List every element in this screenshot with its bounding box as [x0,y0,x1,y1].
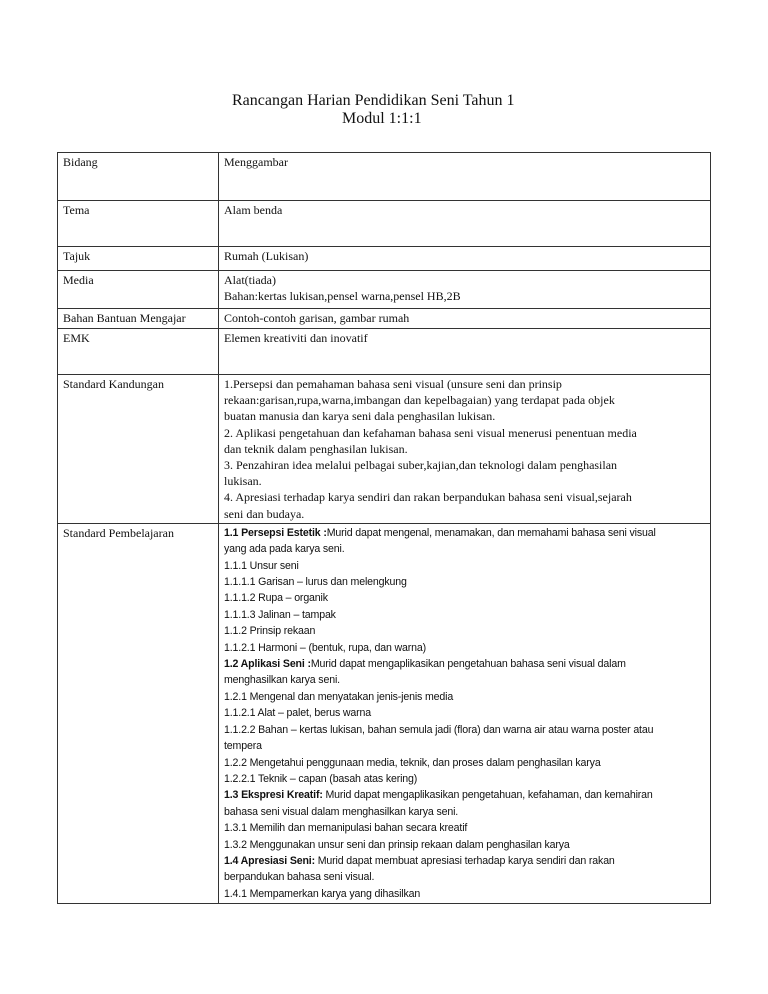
sp-line: bahasa seni visual dalam menghasilkan karya seni. [224,805,459,818]
sp-line: 1.2.2 Mengetahui penggunaan media, teknik, dan proses dalam penghasilan karya [224,756,601,769]
sp-line: berpandukan bahasa seni visual. [224,871,375,884]
sp-line: 1.1.1.3 Jalinan – tampak [224,608,336,621]
sp-line: 1.2.2.1 Teknik – capan (basah atas kering) [224,772,418,785]
value-standard-kandungan [219,375,711,524]
sp-line: 1.2.1 Mengenal dan menyatakan jenis-jenis media [224,690,454,703]
lesson-plan-table [57,152,711,904]
sp-heading-text: Murid dapat mengenal, menamakan, dan memahami bahasa seni visual [326,526,656,539]
sk-line: 3. Penzahiran idea melalui pelbagai suber,kajian,dan teknologi dalam penghasilan [224,458,618,473]
sk-line: dan teknik dalam penghasilan lukisan. [224,441,408,456]
row-tema [58,201,711,247]
row-standard-pembelajaran [58,523,711,903]
sp-heading-bold: 1.2 Aplikasi Seni : [224,658,311,671]
sp-line: 1.1.2.2 Bahan – kertas lukisan, bahan semula jadi (flora) dan warna air atau warna poster atau [224,723,654,736]
sk-line: buatan manusia dan karya seni dala penghasilan lukisan. [224,409,496,424]
value-media [219,271,711,309]
sp-heading-bold: 1.3 Ekspresi Kreatif: [224,789,323,802]
sk-line: rekaan:garisan,rupa,warna,imbangan dan kepelbagaian) yang terdapat pada objek [224,393,615,408]
sp-line: menghasilkan karya seni. [224,674,340,687]
sk-line: 4. Apresiasi terhadap karya sendiri dan rakan berpandukan bahasa seni visual,sejarah [224,490,632,505]
sk-line: 2. Aplikasi pengetahuan dan kefahaman bahasa seni visual menerusi penentuan media [224,425,637,440]
row-bbm [58,309,711,329]
value-standard-pembelajaran [219,523,711,903]
row-bidang [58,153,711,201]
sk-line: lukisan. [224,474,262,489]
row-media [58,271,711,309]
sp-line: 1.1.1.1 Garisan – lurus dan melengkung [224,576,407,589]
sp-line: 1.1.2.1 Alat – palet, berus warna [224,707,371,720]
value-emk: Elemen kreativiti dan inovatif [219,329,711,375]
value-bidang: Menggambar [219,153,711,201]
sp-heading-text: Murid dapat membuat apresiasi terhadap karya sendiri dan rakan [314,854,615,867]
media-alat: Alat(tiada) [224,273,276,287]
sp-line: yang ada pada karya seni. [224,543,345,556]
sp-line: 1.1.1.2 Rupa – organik [224,592,328,605]
sp-heading-text: Murid dapat mengaplikasikan pengetahuan, kefahaman, dan kemahiran [322,789,653,802]
media-bahan: Bahan:kertas lukisan,pensel warna,pensel HB,2B [224,289,461,304]
sk-line: 1.Persepsi dan pemahaman bahasa seni visual (unsure seni dan prinsip [224,377,562,391]
sp-line: 1.1.1 Unsur seni [224,559,299,572]
sp-heading-1-3 [224,787,706,803]
sp-heading-1-1 [224,525,706,541]
value-tajuk: Rumah (Lukisan) [219,247,711,271]
sp-line: 1.1.2 Prinsip rekaan [224,625,316,638]
label-standard-pembelajaran: Standard Pembelajaran [58,523,219,903]
row-emk [58,329,711,375]
title-line-2: Modul 1:1:1 [342,110,422,127]
sp-line: 1.4.1 Mempamerkan karya yang dihasilkan [224,887,421,900]
row-standard-kandungan [58,375,711,524]
label-standard-kandungan: Standard Kandungan [58,375,219,524]
sp-heading-bold: 1.4 Apresiasi Seni: [224,854,315,867]
title-line-1: Rancangan Harian Pendidikan Seni Tahun 1 [232,92,515,109]
label-emk: EMK [58,329,219,375]
sp-heading-text: Murid dapat mengaplikasikan pengetahuan bahasa seni visual dalam [310,658,626,671]
value-bbm: Contoh-contoh garisan, gambar rumah [219,309,711,329]
sk-line: seni dan budaya. [224,506,305,521]
sp-line: 1.1.2.1 Harmoni – (bentuk, rupa, dan warna) [224,641,427,654]
row-tajuk [58,247,711,271]
label-bidang: Bidang [58,153,219,201]
label-tema: Tema [58,201,219,247]
sp-heading-1-4 [224,853,706,869]
label-media: Media [58,271,219,309]
label-tajuk: Tajuk [58,247,219,271]
sp-line: 1.3.2 Menggunakan unsur seni dan prinsip rekaan dalam penghasilan karya [224,838,570,851]
value-tema: Alam benda [219,201,711,247]
label-bbm: Bahan Bantuan Mengajar [58,309,219,329]
sp-line: 1.3.1 Memilih dan memanipulasi bahan secara kreatif [224,822,468,835]
sp-heading-1-2 [224,656,706,672]
sp-line: tempera [224,740,262,753]
sp-heading-bold: 1.1 Persepsi Estetik : [224,526,327,539]
